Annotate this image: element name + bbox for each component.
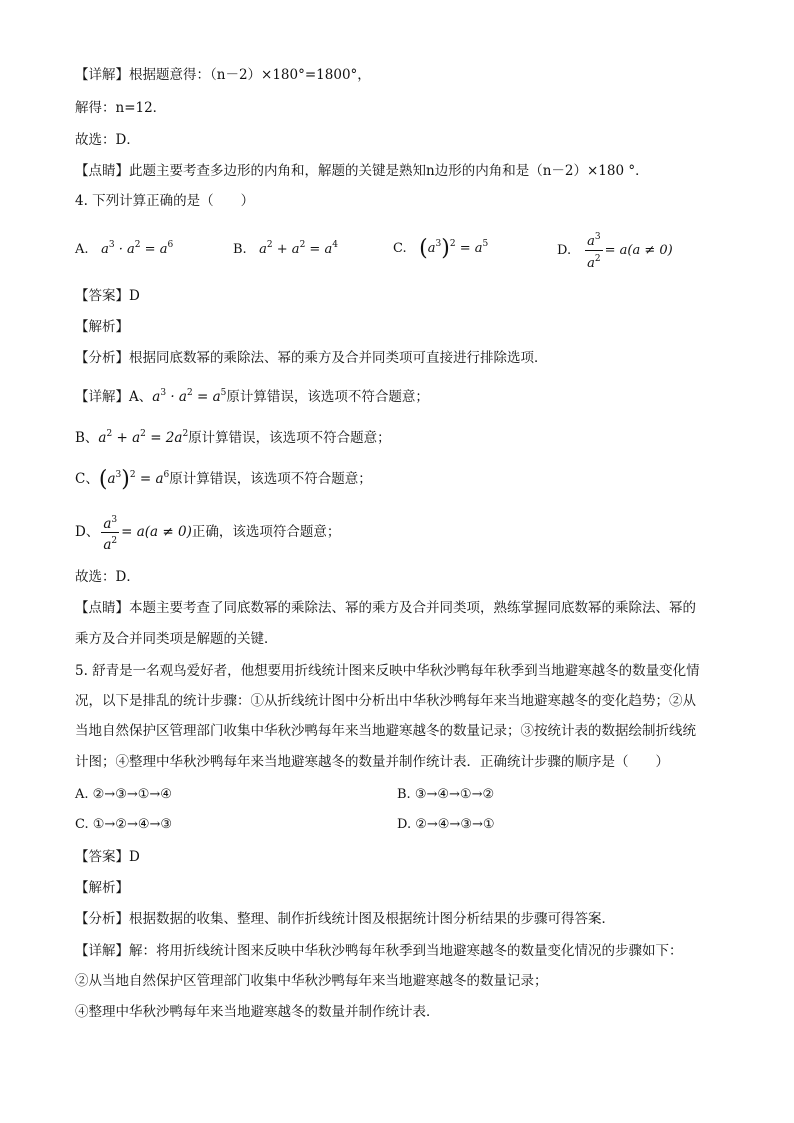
q5-option-d: D. ②→④→③→① xyxy=(397,817,495,832)
q5-fenxi: 【分析】根据数据的收集、整理、制作折线统计图及根据统计图分析结果的步骤可得答案． xyxy=(75,911,615,927)
q5-stem-2: 况，以下是排乱的统计步骤：①从折线统计图中分析出中华秋沙鸭每年来当地避寒越冬的变化趋势；②从 xyxy=(75,693,696,709)
q5-answer: 【答案】D xyxy=(75,849,140,865)
q5-analysis: 【解析】 xyxy=(75,880,129,896)
q4-fenxi: 【分析】根据同底数幂的乘除法、幂的乘方及合并同类项可直接进行排除选项． xyxy=(75,350,548,366)
q4-analysis: 【解析】 xyxy=(75,319,129,335)
q4-detail-c-formula: $(a^3)^2 = a^6$ xyxy=(98,467,170,492)
q4-option-b: B. $a^2 + a^2 = a^4$ xyxy=(233,240,338,257)
q4-detail-a-formula: $a^3 \cdot a^2 = a^5$ xyxy=(152,388,227,405)
q4-stem: 4. 下列计算正确的是（ ） xyxy=(75,193,255,209)
q4-detail-b-formula: $a^2 + a^2 = 2a^2$ xyxy=(98,429,189,446)
q4-detail-b: B、$a^2 + a^2 = 2a^2$原计算错误，该选项不符合题意； xyxy=(75,429,391,446)
q4-choice: 故选：D． xyxy=(75,569,140,585)
q4-option-d: D. $\frac{a^3}{a^2}$ = a(a ≠ 0) xyxy=(557,229,673,272)
q5-detail: 【详解】解：将用折线统计图来反映中华秋沙鸭每年秋季到当地避寒越冬的数量变化情况的步骤如下： xyxy=(75,943,683,959)
q4-detail-d-formula: $\frac{a^3}{a^2}$ = a(a ≠ 0) xyxy=(99,524,192,540)
q4-detail-d: D、 $\frac{a^3}{a^2}$ = a(a ≠ 0)正确，该选项符合题意； xyxy=(75,512,340,553)
q4-option-c: C. $(a^3)^2 = a^5$ xyxy=(393,236,489,261)
q5-stem-3: 当地自然保护区管理部门收集中华秋沙鸭每年来当地避寒越冬的数量记录；③按统计表的数据绘制折线统 xyxy=(75,723,696,739)
q4-detail-a: 【详解】A、$a^3 \cdot a^2 = a^5$原计算错误，该选项不符合题意； xyxy=(75,388,429,405)
q3-choice: 故选：D． xyxy=(75,132,140,148)
q4-comment-1: 【点睛】本题主要考查了同底数幂的乘除法、幂的乘方及合并同类项，熟练掌握同底数幂的乘除法、幂的 xyxy=(75,600,696,616)
q4-comment-2: 乘方及合并同类项是解题的关键． xyxy=(75,631,278,647)
q5-option-a: A. ②→③→①→④ xyxy=(75,787,172,802)
q5-option-c: C. ①→②→④→③ xyxy=(75,817,173,832)
q4-option-c-formula: $(a^3)^2 = a^5$ xyxy=(419,236,489,261)
q4-option-b-formula: $a^2 + a^2 = a^4$ xyxy=(259,240,338,257)
q4-answer: 【答案】D xyxy=(75,288,140,304)
q4-option-d-formula: $\frac{a^3}{a^2}$ = a(a ≠ 0) xyxy=(583,243,673,258)
q3-solve: 解得：n=12． xyxy=(75,100,167,116)
q5-step-4: ④整理中华秋沙鸭每年来当地避寒越冬的数量并制作统计表． xyxy=(75,1004,440,1020)
q4-option-a: A. $a^3 \cdot a^2 = a^6$ xyxy=(75,240,174,257)
q5-stem-4: 计图；④整理中华秋沙鸭每年来当地避寒越冬的数量并制作统计表．正确统计步骤的顺序是（ ） xyxy=(75,754,669,770)
q4-detail-c: C、$(a^3)^2 = a^6$原计算错误，该选项不符合题意； xyxy=(75,467,372,492)
q4-option-a-formula: $a^3 \cdot a^2 = a^6$ xyxy=(101,240,174,257)
q3-detail: 【详解】根据题意得：（n－2）×180°=1800°， xyxy=(75,67,371,83)
q5-stem-1: 5. 舒青是一名观鸟爱好者，他想要用折线统计图来反映中华秋沙鸭每年秋季到当地避寒越冬的数量变化情 xyxy=(75,663,700,679)
q5-option-b: B. ③→④→①→② xyxy=(397,787,495,802)
q3-comment: 【点睛】此题主要考查多边形的内角和，解题的关键是熟知n边形的内角和是（n－2）×180 °． xyxy=(75,163,649,179)
q5-step-2: ②从当地自然保护区管理部门收集中华秋沙鸭每年来当地避寒越冬的数量记录； xyxy=(75,973,548,989)
